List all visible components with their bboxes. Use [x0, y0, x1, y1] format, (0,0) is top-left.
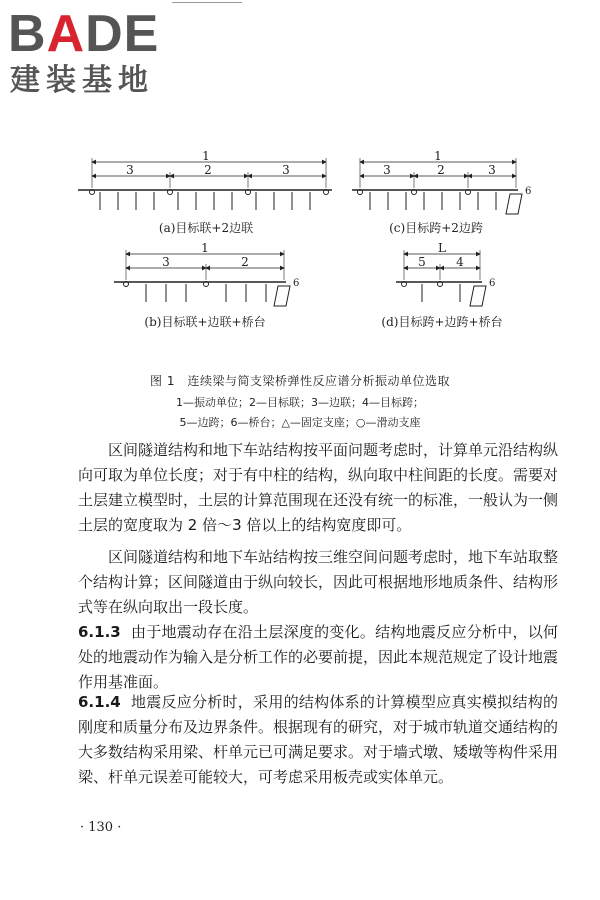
clause-6-1-4-text: 地震反应分析时，采用的结构体系的计算模型应真实模拟结构的刚度和质量分布及边界条件。根据现有的研究，对于城市轨道交通结构的大多数结构采用梁、杆单元已可满足要求。对于墙式墩、矮墩等构件采用梁、杆单元误差可能较大，可考虑采用板壳或实体单元。	[78, 693, 559, 786]
panel-d-dim-mid: 4	[456, 255, 464, 269]
figure-svg	[70, 150, 530, 360]
clause-6-1-3-text: 由于地震动存在沿土层深度的变化。结构地震反应分析中，以何处的地震动作为输入是分析工作的必要前提，因此本规范规定了设计地震作用基准面。	[78, 623, 559, 691]
panel-d-diagram	[381, 241, 502, 329]
panel-a-diagram	[78, 149, 332, 235]
panel-b-dim-mid: 2	[241, 255, 249, 269]
figure-legend-line-1: 1—振动单位；2—目标联；3—边联；4—目标跨；	[176, 396, 424, 409]
panel-d-dim-total: L	[438, 241, 446, 255]
panel-b-dim-left: 3	[162, 255, 170, 269]
panel-b-diagram	[114, 241, 299, 329]
logo-wordmark: BADE	[8, 5, 160, 63]
page-number: · 130 ·	[80, 820, 122, 835]
clause-6-1-3-number: 6.1.3	[78, 623, 121, 641]
panel-b-abutment-label: 6	[293, 278, 300, 289]
panel-c-label: (c)目标跨+2边跨	[389, 221, 483, 235]
clause-6-1-3	[78, 620, 558, 695]
panel-a-dim-total: 1	[202, 149, 210, 163]
panel-b-label: (b)目标联+边联+桥台	[144, 315, 266, 329]
panel-d-abutment-label: 6	[489, 278, 496, 289]
clause-6-1-4	[78, 690, 558, 790]
panel-c-dim-total: 1	[434, 149, 442, 163]
panel-c-dim-mid: 2	[437, 163, 445, 177]
figure-caption-title: 图 1 连续梁与简支梁桥弹性反应谱分析振动单位选取	[150, 374, 450, 388]
panel-a-dim-right: 3	[282, 163, 290, 177]
panel-c-dim-right: 3	[488, 163, 496, 177]
panel-a-dim-mid: 2	[204, 163, 212, 177]
bade-logo	[8, 5, 178, 100]
figure-legend-line-2: 5—边跨；6—桥台；△—固定支座；○—滑动支座	[179, 416, 421, 429]
panel-a-dim-left: 3	[126, 163, 134, 177]
paragraph-planar-model: 区间隧道结构和地下车站结构按平面问题考虑时，计算单元沿结构纵向可取为单位长度；对于有中柱的结构，纵向取中柱间距的长度。需要对土层建立模型时，土层的计算范围现在还没有统一的标准，一般认为一侧土层的宽度取为 2 倍～3 倍以上的结构宽度即可。	[78, 441, 559, 534]
paragraph-3d-model: 区间隧道结构和地下车站结构按三维空间问题考虑时，地下车站取整个结构计算；区间隧道由于纵向较长，因此可根据地形地质条件、结构形式等在纵向取出一段长度。	[78, 548, 559, 616]
logo-subtitle: 建装基地	[10, 63, 154, 98]
panel-c-diagram	[352, 149, 531, 235]
panel-c-abutment-label: 6	[525, 186, 532, 197]
clause-6-1-4-number: 6.1.4	[78, 693, 121, 711]
panel-d-label: (d)目标跨+边跨+桥台	[381, 315, 503, 329]
bridge-vibration-unit-figure	[70, 150, 530, 360]
panel-d-dim-left: 5	[418, 255, 426, 269]
top-divider	[172, 2, 242, 3]
panel-b-dim-total: 1	[201, 241, 209, 255]
panel-a-label: (a)目标联+2边联	[158, 221, 254, 235]
panel-c-dim-left: 3	[383, 163, 391, 177]
